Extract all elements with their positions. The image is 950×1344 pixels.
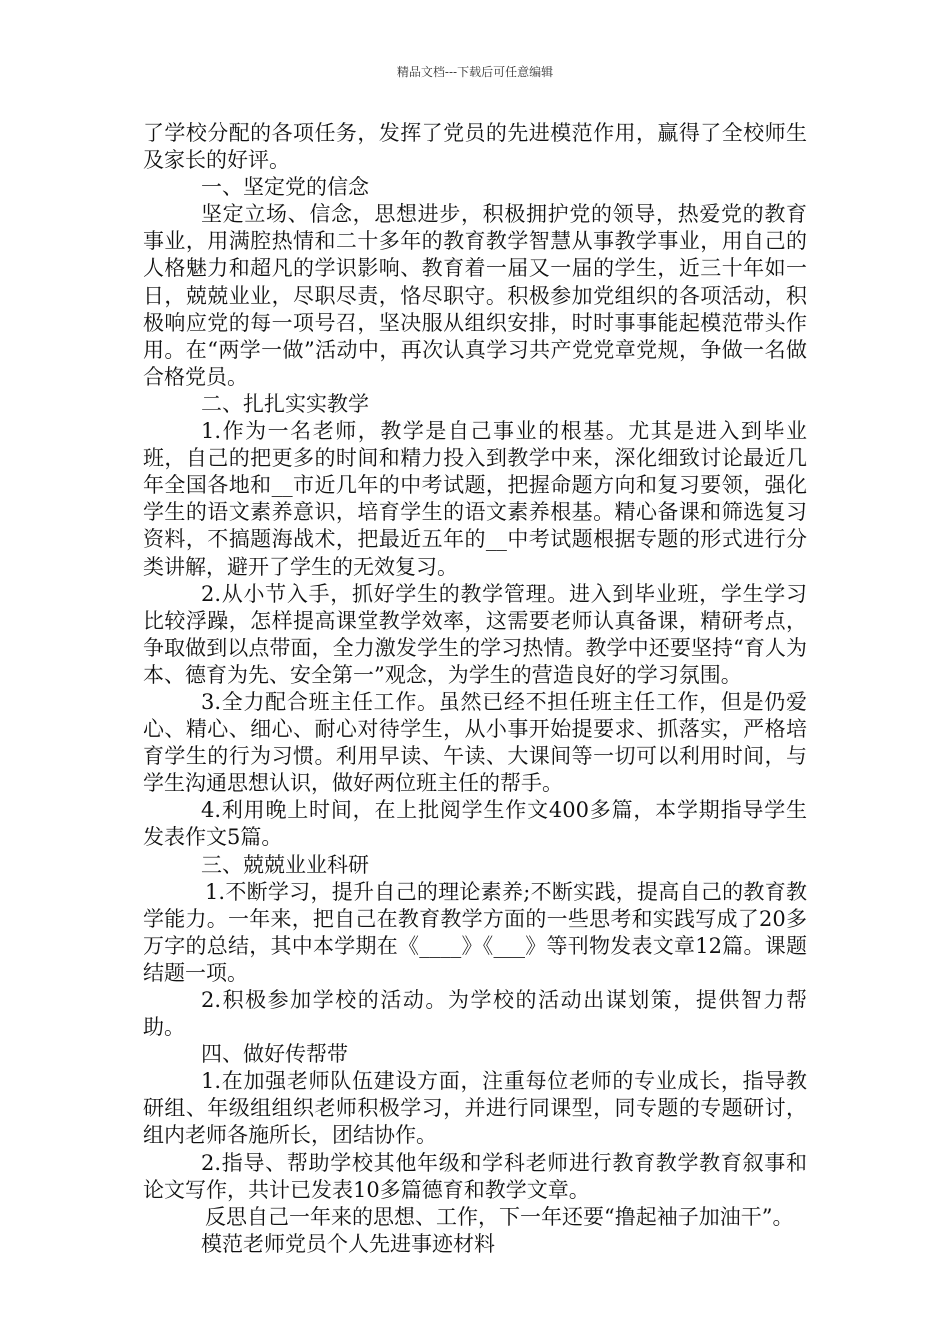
paragraph-teaching-1: 1.作为一名老师，教学是自己事业的根基。尤其是进入到毕业班，自己的把更多的时间和精力投入到教学中来，深化细致讨论最近几年全国各地和__市近几年的中考试题，把握命题方向和复习要领，强化学生的语文素养意识，培育学生的语文素养根基。精心备课和筛选复习资料，不搞题海战术，把最近五年的__中考试题根据专题的形式进行分类讲解，避开了学生的无效复习。 (143, 419, 807, 579)
paragraph-continuation: 了学校分配的各项任务，发挥了党员的先进模范作用，赢得了全校师生及家长的好评。 (143, 121, 807, 173)
closing-title: 模范老师党员个人先进事迹材料 (201, 1231, 495, 1256)
paragraph-mentoring-1: 1.在加强老师队伍建设方面，注重每位老师的专业成长，指导教研组、年级组组织老师积极学习，并进行同课型，同专题的专题研讨，组内老师各施所长，团结协作。 (143, 1069, 807, 1148)
paragraph-research-2: 2.积极参加学校的活动。为学校的活动出谋划策，提供智力帮助。 (143, 988, 807, 1040)
section-heading-mentoring: 四、做好传帮带 (201, 1042, 348, 1067)
paragraph-teaching-2: 2.从小节入手，抓好学生的教学管理。进入到毕业班，学生学习比较浮躁，怎样提高课堂教学效率，这需要老师认真备课，精研考点，争取做到以点带面，全力激发学生的学习热情。教学中还要坚持“育人为本、德育为先、安全第一”观念，为学生的营造良好的学习氛围。 (143, 581, 807, 687)
section-heading-teaching: 二、扎扎实实教学 (201, 391, 369, 416)
section-heading-faith: 一、坚定党的信念 (201, 175, 369, 200)
paragraph-mentoring-2: 2.指导、帮助学校其他年级和学科老师进行教育教学教育叙事和论文写作，共计已发表10多篇德育和教学文章。 (143, 1150, 807, 1202)
page-header: 精品文档---下载后可任意编辑 (396, 65, 554, 79)
paragraph-reflection: 反思自己一年来的思想、工作，下一年还要“撸起袖子加油干”。 (205, 1204, 794, 1229)
document-body (143, 120, 807, 1258)
paragraph-teaching-4: 4.利用晚上时间，在上批阅学生作文400多篇，本学期指导学生发表作文5篇。 (143, 798, 807, 850)
paragraph-faith: 坚定立场、信念，思想进步，积极拥护党的领导，热爱党的教育事业，用满腔热情和二十多年的教育教学智慧从事教学事业，用自己的人格魅力和超凡的学识影响、教育着一届又一届的学生，近三十年如一日，兢兢业业，尽职尽责，恪尽职守。积极参加党组织的各项活动，积极响应党的每一项号召，坚决服从组织安排，时时事事能起模范带头作用。在“两学一做”活动中，再次认真学习共产党党章党规，争做一名做合格党员。 (143, 202, 807, 389)
paragraph-teaching-3: 3.全力配合班主任工作。虽然已经不担任班主任工作，但是仍爱心、精心、细心、耐心对待学生，从小事开始提要求、抓落实，严格培育学生的行为习惯。利用早读、午读、大课间等一切可以利用时间，与学生沟通思想认识，做好两位班主任的帮手。 (143, 689, 807, 796)
section-heading-research: 三、兢兢业业科研 (201, 852, 369, 877)
paragraph-research-1: 1.不断学习，提升自己的理论素养;不断实践，提高自己的教育教学能力。一年来，把自己在教育教学方面的一些思考和实践写成了20多万字的总结，其中本学期在《____》《___》等刊物发表文章12篇。课题结题一项。 (143, 879, 807, 985)
